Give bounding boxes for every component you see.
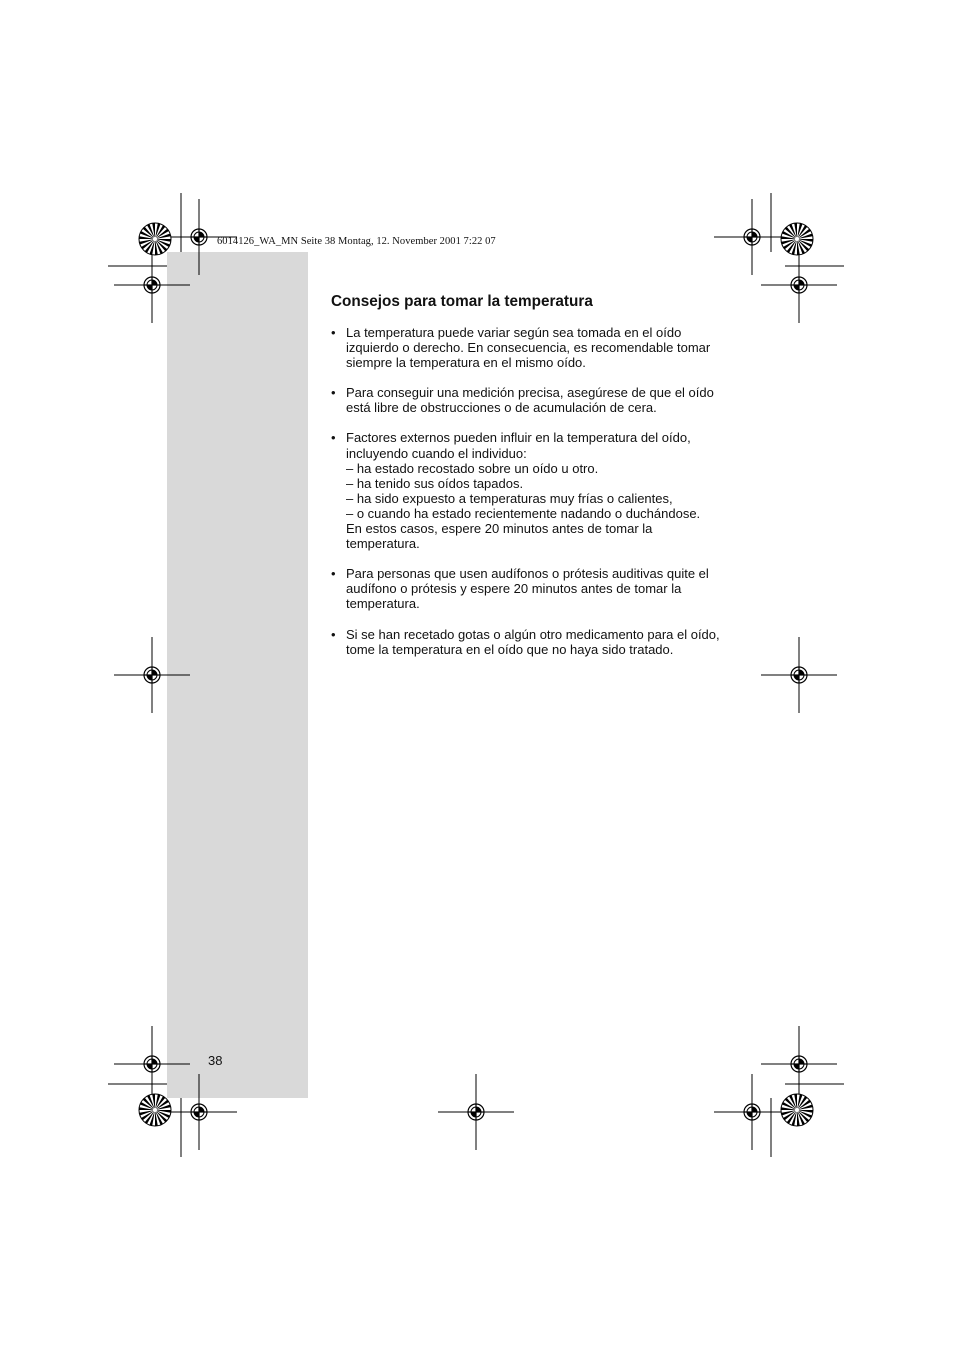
color-bar-wheel-icon	[139, 223, 171, 255]
color-bar-wheel-icon	[781, 223, 813, 255]
registration-mark-icon	[714, 199, 790, 275]
tip-line: – ha tenido sus oídos tapados.	[346, 475, 524, 491]
tip-item	[331, 325, 731, 370]
tip-item	[331, 385, 731, 415]
bullet-icon: •	[331, 325, 336, 340]
registration-mark-icon	[714, 1074, 790, 1150]
tip-line: temperatura.	[346, 536, 420, 552]
tip-line: siempre la temperatura en el mismo oído.	[346, 355, 586, 371]
tip-line: temperatura.	[346, 596, 420, 612]
tips-list	[331, 325, 731, 657]
page-number: 38	[208, 1053, 223, 1068]
tip-item	[331, 627, 731, 657]
tip-line: La temperatura puede variar según sea tomada en el oído	[346, 325, 682, 340]
registration-mark-icon	[114, 637, 190, 713]
tip-line: Para conseguir una medición precisa, asegúrese de que el oído	[346, 385, 714, 401]
bullet-icon: •	[331, 626, 336, 642]
bullet-icon: •	[331, 566, 336, 582]
registration-mark-icon	[161, 1074, 237, 1150]
tip-line: Si se han recetado gotas o algún otro medicamento para el oído,	[346, 626, 720, 642]
tip-line: audífono o prótesis y espere 20 minutos antes de tomar la	[346, 581, 682, 597]
tip-line: – o cuando ha estado recientemente nadando o duchándose.	[346, 505, 701, 521]
tip-line: tome la temperatura en el oído que no haya sido tratado.	[346, 641, 674, 657]
tip-line: Para personas que usen audífonos o prótesis auditivas quite el	[346, 566, 709, 582]
tip-line: – ha estado recostado sobre un oído u otro.	[346, 460, 599, 476]
color-bar-wheel-icon	[139, 1094, 171, 1126]
print-slug: 6014126_WA_MN Seite 38 Montag, 12. November 2001 7:22 07	[217, 236, 496, 247]
bullet-icon: •	[331, 385, 336, 401]
tip-line: En estos casos, espere 20 minutos antes de tomar la	[346, 521, 653, 537]
section-title: Consejos para tomar la temperatura	[331, 293, 593, 310]
tip-line: incluyendo cuando el individuo:	[346, 445, 527, 461]
tip-line: izquierdo o derecho. En consecuencia, es recomendable tomar	[346, 340, 711, 356]
color-bar-wheel-icon	[781, 1094, 813, 1126]
registration-mark-icon	[761, 247, 837, 323]
registration-mark-icon	[761, 1026, 837, 1102]
registration-mark-icon	[761, 637, 837, 713]
tip-line: está libre de obstrucciones o de acumulación de cera.	[346, 400, 657, 416]
registration-mark-icon	[114, 247, 190, 323]
tip-line: Factores externos pueden influir en la temperatura del oído,	[346, 430, 691, 446]
main-content	[331, 292, 731, 672]
registration-mark-icon	[114, 1026, 190, 1102]
bullet-icon: •	[331, 430, 336, 446]
tip-line: – ha sido expuesto a temperaturas muy frías o calientes,	[346, 490, 673, 506]
tip-item	[331, 566, 731, 611]
registration-mark-icon	[438, 1074, 514, 1150]
tip-item	[331, 430, 731, 551]
